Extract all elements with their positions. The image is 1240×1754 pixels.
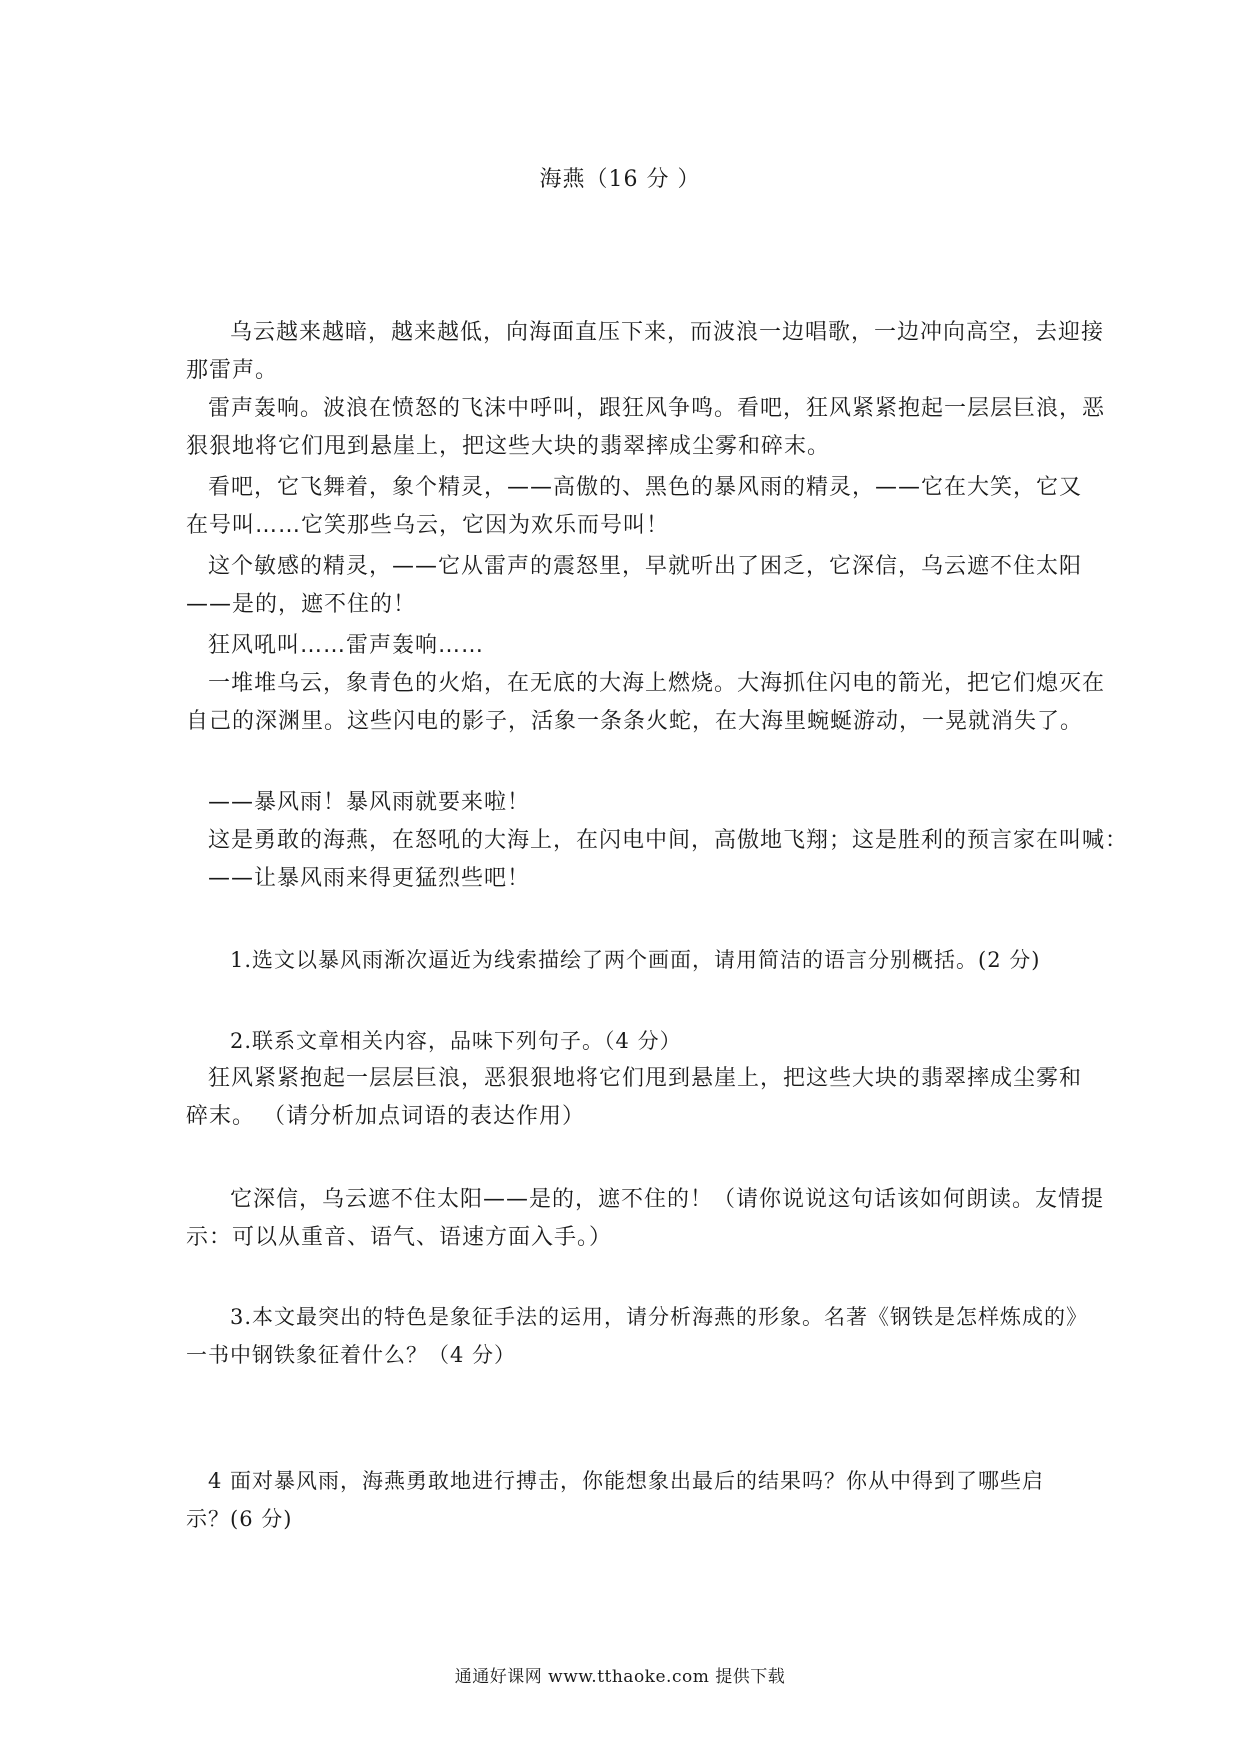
footer-credit: 通通好课网 www.tthaoke.com 提供下载	[454, 1667, 786, 1687]
passage-line: 自己的深渊里。这些闪电的影子，活象一条条火蛇，在大海里蜿蜒游动，一晃就消失了。	[186, 709, 1084, 734]
question-2-quote: 狂风紧紧抱起一层层巨浪，恶狠狠地将它们甩到悬崖上，把这些大块的翡翠摔成尘雾和	[208, 1066, 1083, 1091]
passage-line: 一堆堆乌云，象青色的火焰，在无底的大海上燃烧。大海抓住闪电的箭光，把它们熄灭在	[208, 671, 1106, 696]
passage-line: 狠狠地将它们甩到悬崖上，把这些大块的翡翠摔成尘雾和碎末。	[186, 434, 831, 459]
question-1: 1.选文以暴风雨渐次逼近为线索描绘了两个画面，请用简洁的语言分别概括。(2 分)	[230, 948, 1041, 972]
passage-line: 这个敏感的精灵，——它从雷声的震怒里，早就听出了困乏，它深信，乌云遮不住太阳	[208, 554, 1083, 579]
passage-line: 那雷声。	[186, 358, 279, 383]
page-title: 海燕（16 分 ）	[539, 167, 701, 192]
passage-line: ——暴风雨！暴风雨就要来啦！	[208, 790, 531, 815]
question-2-quote-2: 示：可以从重音、语气、语速方面入手。）	[186, 1225, 613, 1250]
passage-line: ——是的，遮不住的！	[186, 592, 417, 617]
passage-line: 狂风吼叫……雷声轰响……	[208, 633, 485, 658]
question-4: 示？(6 分)	[186, 1507, 293, 1531]
question-2-quote: 碎末。 （请分析加点词语的表达作用）	[186, 1104, 585, 1129]
passage-line: 这是勇敢的海燕，在怒吼的大海上，在闪电中间，高傲地飞翔；这是胜利的预言家在叫喊：	[208, 828, 1129, 853]
passage-line: 雷声轰响。波浪在愤怒的飞沫中呼叫，跟狂风争鸣。看吧，狂风紧紧抱起一层层巨浪，恶	[208, 396, 1106, 421]
question-3: 3.本文最突出的特色是象征手法的运用，请分析海燕的形象。名著《钢铁是怎样炼成的》	[230, 1305, 1089, 1329]
question-4: 4 面对暴风雨，海燕勇敢地进行搏击，你能想象出最后的结果吗？你从中得到了哪些启	[208, 1469, 1045, 1493]
passage-line: 看吧，它飞舞着，象个精灵，——高傲的、黑色的暴风雨的精灵，——它在大笑，它又	[208, 475, 1083, 500]
passage-line: 在号叫……它笑那些乌云，它因为欢乐而号叫！	[186, 513, 670, 538]
question-2-quote-2: 它深信，乌云遮不住太阳——是的，遮不住的！（请你说说这句话该如何朗读。友情提	[230, 1187, 1105, 1212]
question-3: 一书中钢铁象征着什么？（4 分）	[186, 1343, 517, 1367]
passage-line: ——让暴风雨来得更猛烈些吧！	[208, 866, 531, 891]
passage-line: 乌云越来越暗，越来越低，向海面直压下来，而波浪一边唱歌，一边冲向高空，去迎接	[230, 320, 1105, 345]
question-2: 2.联系文章相关内容，品味下列句子。（4 分）	[230, 1029, 682, 1053]
